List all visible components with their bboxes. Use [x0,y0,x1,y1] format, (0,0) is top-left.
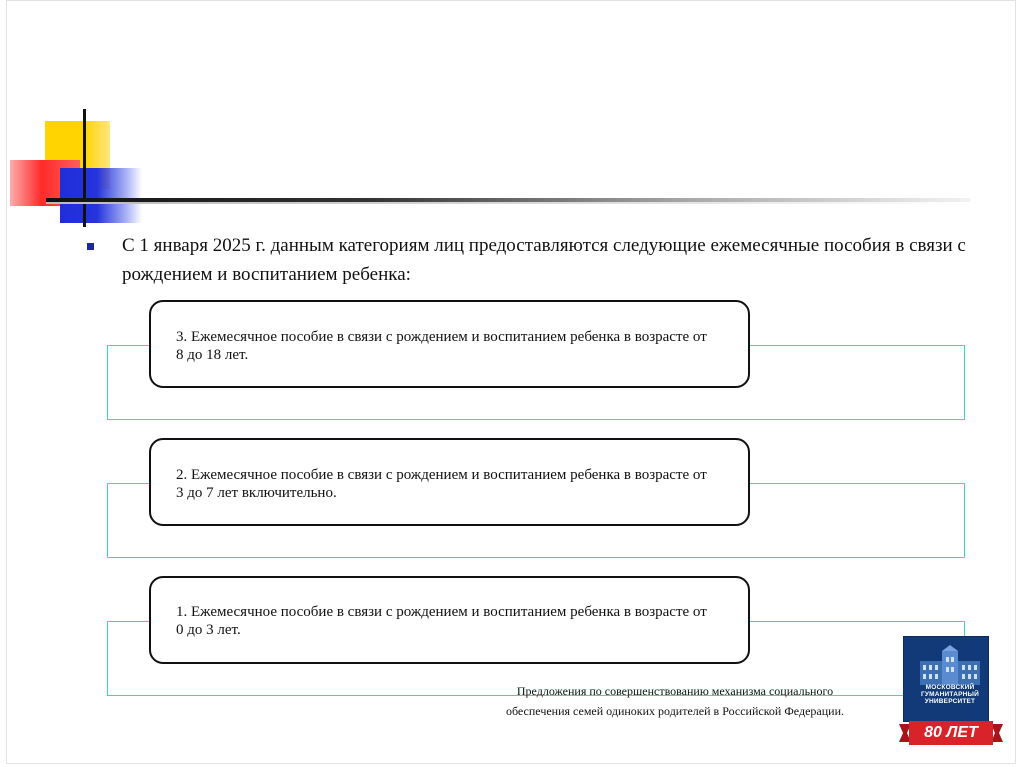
decor-blue-square [60,168,142,223]
decor-vertical-line [83,109,86,227]
benefit-card-text: 1. Ежемесячное пособие в связи с рождением и воспитанием ребенка в возрасте от 0 до 3 лет. [176,604,707,638]
bullet-icon [87,243,94,250]
slide-caption [468,681,882,721]
logo-panel [903,636,989,722]
benefit-card-text: 2. Ежемесячное пособие в связи с рождением и воспитанием ребенка в возрасте от 3 до 7 лет включительно. [176,467,707,501]
building-icon [918,645,982,685]
logo-anniversary-ribbon: 80 ЛЕТ [924,724,978,741]
decor-horizontal-rule-shadow [46,202,970,204]
intro-text: С 1 января 2025 г. данным категориям лиц предоставляются следующие ежемесячные пособия в связи с рождением и воспитанием ребенка: [122,235,966,285]
university-logo [899,636,1009,748]
caption-line-1: Предложения по совершенствованию механизма социального [516,684,834,698]
caption-line-2: обеспечения семей одиноких родителей в Российской Федерации. [505,704,845,718]
benefit-card-text: 3. Ежемесячное пособие в связи с рождением и воспитанием ребенка в возрасте от 8 до 18 лет. [176,329,707,363]
logo-university-name: МОСКОВСКИЙ ГУМАНИТАРНЫЙ УНИВЕРСИТЕТ [921,684,979,705]
